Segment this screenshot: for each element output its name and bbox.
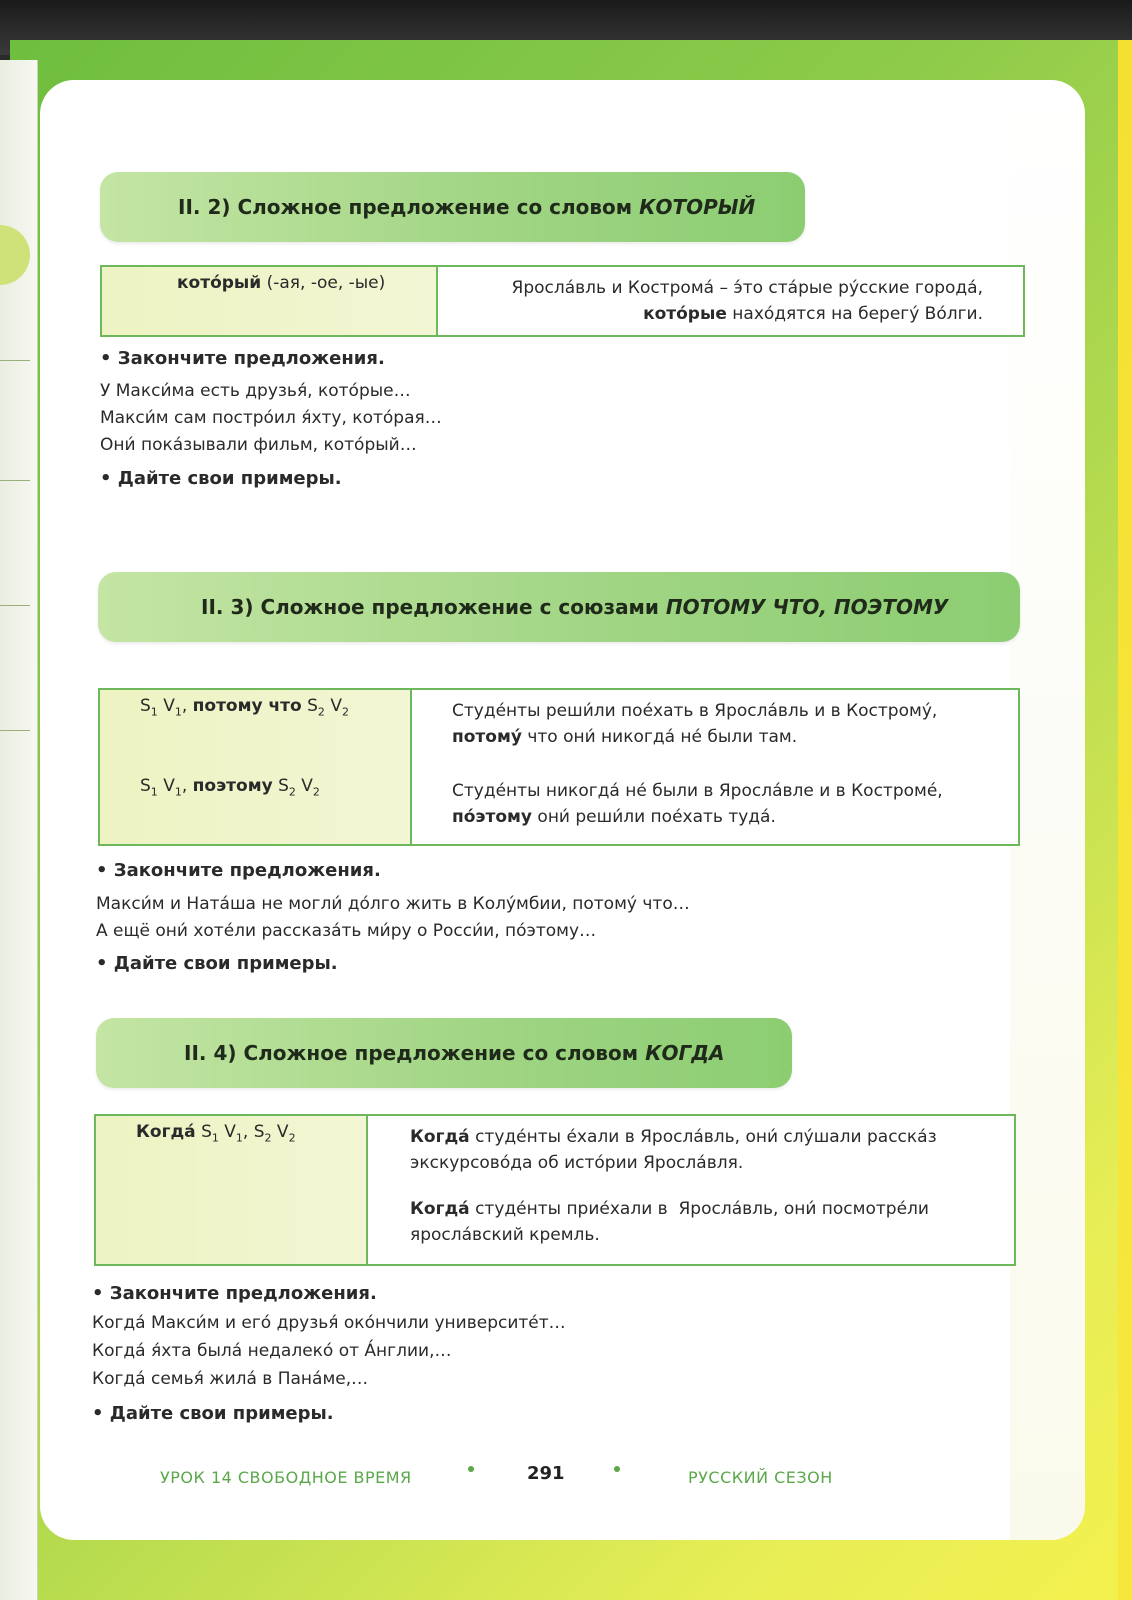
page-number: 291 <box>527 1463 565 1484</box>
section-3-examples: Студе́нты реши́ли пое́хать в Яросла́вль и в Костромý, потому́ что они́ никогда́ не́ были там. Студе́нты никогда́ не́ были в Яросла́вле и в Костромé, по́этому они́ реши́ли пое́хать туда́. <box>452 701 943 827</box>
section-4-heading: II. 4) Сложное предложение со словом КОГДА <box>96 1018 792 1088</box>
section-3-table <box>98 688 1020 846</box>
previous-page-edge <box>0 60 38 1600</box>
section-2-table <box>100 265 1025 337</box>
footer-separator-dot <box>614 1466 620 1472</box>
section-4-task-examples: • Дайте свои примеры. <box>92 1403 334 1424</box>
section-4-line: Когда́ Макси́м и его́ друзья́ око́нчили университе́т… <box>92 1313 566 1333</box>
section-2-line: Они́ пока́зывали фильм, кото́рый… <box>100 435 417 455</box>
formula-potomu-chto: $S_1$ $V_1$, потому что $S_2$ $V_2$ <box>140 696 349 719</box>
footer-lesson: УРОК 14 СВОБОДНОЕ ВРЕМЯ <box>160 1468 412 1487</box>
previous-page-tab <box>0 225 30 285</box>
section-3-line: А ещё они́ хоте́ли рассказа́ть ми́ру о Росси́и, по́этому… <box>96 921 597 941</box>
footer-separator-dot <box>468 1466 474 1472</box>
formula-poetomu: $S_1$ $V_1$, поэтому $S_2$ $V_2$ <box>140 776 320 799</box>
section-4-task-finish: • Закончите предложения. <box>92 1283 377 1304</box>
section-4-formula: Когда́ $S_1$ $V_1$, $S_2$ $V_2$ <box>96 1116 368 1264</box>
page-yellow-edge <box>1118 40 1132 1600</box>
footer-book-title: РУССКИЙ СЕЗОН <box>688 1468 833 1487</box>
section-4-table <box>94 1114 1016 1266</box>
section-4-examples: Когда́ студе́нты е́хали в Яросла́вль, они́ слу́шали расска́з экскурсово́да об исто́рии Яросла́вля. Когда́ студе́нты прие́хали в Яросла́вль, они́ посмотре́ли яросла́вский кремль. <box>410 1127 937 1245</box>
section-2-task-finish: • Закончите предложения. <box>100 348 385 369</box>
section-2-formula: кото́рый (-ая, -ое, -ые) <box>102 267 438 335</box>
section-3-task-finish: • Закончите предложения. <box>96 860 381 881</box>
section-2-heading: II. 2) Сложное предложение со словом КОТОРЫЙ <box>100 172 805 242</box>
section-4-line: Когда́ семья́ жила́ в Пана́ме,… <box>92 1369 369 1389</box>
section-4-line: Когда́ я́хта была́ недалеко́ от А́нглии,… <box>92 1341 452 1361</box>
section-2-example: Яросла́вль и Кострома́ – э́то ста́рые ру́сские города́, кото́рые нахо́дятся на берегу́ Во́лги. <box>511 278 983 324</box>
section-2-line: У Макси́ма есть друзья́, кото́рые… <box>100 381 411 401</box>
section-3-task-examples: • Дайте свои примеры. <box>96 953 338 974</box>
section-3-heading: II. 3) Сложное предложение с союзами ПОТОМУ ЧТО, ПОЭТОМУ <box>98 572 1020 642</box>
section-3-line: Макси́м и Ната́ша не могли́ до́лго жить в Колу́мбии, потому́ что… <box>96 894 690 914</box>
section-2-task-examples: • Дайте свои примеры. <box>100 468 342 489</box>
section-3-formulas <box>100 690 412 844</box>
section-2-line: Макси́м сам постро́ил я́хту, кото́рая… <box>100 408 442 428</box>
